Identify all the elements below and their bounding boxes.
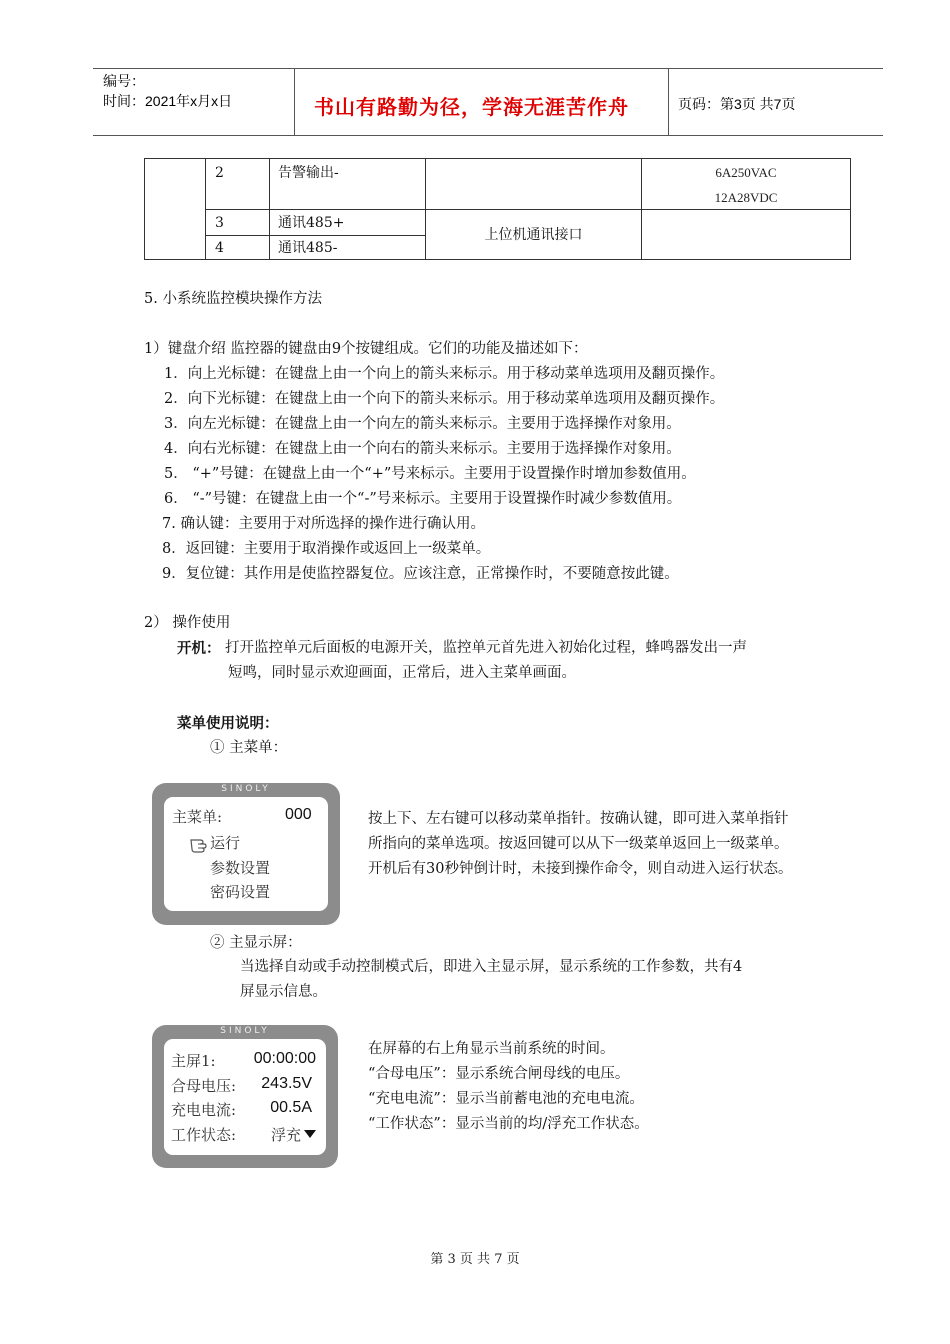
main-display-description: 在屏幕的右上角显示当前系统的时间。 (368, 1041, 615, 1057)
lcd-row-value: 243.5V (261, 1075, 312, 1092)
main-display-description: “工作状态”：显示当前的均/浮充工作状态。 (368, 1116, 649, 1132)
header-page-number: 页码：第3页 共7页 (678, 96, 796, 112)
table-cell-name: 通讯485+ (278, 215, 345, 231)
header-divider (668, 68, 669, 136)
table-cell-merged-desc: 上位机通讯接口 (484, 227, 583, 243)
table-cell-spec: 12A28VDC (714, 190, 778, 205)
power-on-label: 开机： (177, 640, 221, 657)
main-menu-heading: ① 主菜单： (210, 740, 288, 756)
main-menu-description: 开机后有30秒钟倒计时，未接到操作命令，则自动进入运行状态。 (368, 861, 793, 877)
page-footer: 第 3 页 共 7 页 (430, 1252, 520, 1267)
header-motto: 书山有路勤为径，学海无涯苦作舟 (314, 95, 629, 119)
down-triangle-icon (304, 1130, 316, 1138)
lcd-menu-item: 参数设置 (210, 859, 271, 877)
lcd-main-display (152, 1025, 338, 1168)
lcd-menu-item: 密码设置 (210, 883, 271, 901)
menu-usage-heading: 菜单使用说明： (177, 715, 279, 732)
lcd-main-menu (152, 783, 340, 925)
lcd-menu-code: 000 (285, 806, 312, 823)
keyboard-intro: 1）键盘介绍 监控器的键盘由9个按键组成。它们的功能及描述如下： (144, 341, 588, 357)
list-item: 7. 确认键：主要用于对所选择的操作进行确认用。 (162, 516, 485, 532)
header-divider (294, 68, 295, 136)
lcd-row-value: 浮充 (270, 1126, 301, 1144)
list-item: 8．返回键：主要用于取消操作或返回上一级菜单。 (162, 541, 491, 557)
terminal-table (144, 158, 851, 260)
lcd-screen (164, 1039, 326, 1155)
list-item: 9．复位键：其作用是使监控器复位。应该注意，正常操作时，不要随意按此键。 (162, 566, 679, 582)
main-display-description: “合母电压”：显示系统合闸母线的电压。 (368, 1066, 630, 1082)
power-on-text: 打开监控单元后面板的电源开关，监控单元首先进入初始化过程，蜂鸣器发出一声 (225, 640, 747, 656)
lcd-row-value: 00:00:00 (253, 1050, 316, 1067)
document-time: 时间：2021年x月x日 (103, 93, 233, 109)
header-top-rule (93, 68, 883, 69)
table-cell-num: 2 (215, 165, 224, 181)
lcd-row-label: 充电电流: (171, 1101, 237, 1119)
main-display-description: “充电电流”：显示当前蓄电池的充电电流。 (368, 1091, 644, 1107)
lcd-row-value: 00.5A (270, 1099, 312, 1116)
brand-logo: SINOLY (220, 1026, 270, 1036)
list-item: 6． “-”号键：在键盘上由一个“-”号来标示。主要用于设置操作时减少参数值用。 (164, 491, 682, 507)
section-heading: 5. 小系统监控模块操作方法 (144, 291, 322, 307)
table-cell-spec: 6A250VAC (715, 165, 777, 180)
document-number-label: 编号： (103, 73, 145, 89)
power-on-text: 短鸣，同时显示欢迎画面，正常后，进入主菜单画面。 (228, 665, 576, 681)
table-cell-name: 告警输出- (278, 165, 339, 181)
lcd-menu-title: 主菜单: (172, 808, 223, 826)
pointing-hand-icon (189, 832, 211, 854)
main-menu-description: 所指向的菜单选项。按返回键可以从下一级菜单返回上一级菜单。 (368, 836, 789, 852)
lcd-screen (164, 797, 328, 911)
list-item: 4．向右光标键：在键盘上由一个向右的箭头来标示。主要用于选择操作对象用。 (164, 441, 681, 457)
lcd-menu-item: 运行 (210, 834, 241, 852)
table-cell-num: 4 (215, 240, 224, 256)
list-item: 5． “+”号键：在键盘上由一个“+”号来标示。主要用于设置操作时增加参数值用。 (164, 466, 696, 482)
lcd-row-label: 主屏1: (171, 1052, 216, 1070)
list-item: 2．向下光标键：在键盘上由一个向下的箭头来标示。用于移动菜单选项用及翻页操作。 (164, 391, 725, 407)
main-display-text: 屏显示信息。 (240, 984, 327, 1000)
main-display-heading: ② 主显示屏： (210, 935, 302, 951)
lcd-row-label: 合母电压: (171, 1077, 237, 1095)
list-item: 1．向上光标键：在键盘上由一个向上的箭头来标示。用于移动菜单选项用及翻页操作。 (164, 366, 725, 382)
table-cell-num: 3 (215, 215, 224, 231)
main-menu-description: 按上下、左右键可以移动菜单指针。按确认键，即可进入菜单指针 (368, 811, 789, 827)
operation-heading: 2） 操作使用 (144, 615, 231, 631)
table-cell-name: 通讯485- (278, 240, 338, 256)
lcd-status-value (271, 1124, 316, 1145)
main-display-text: 当选择自动或手动控制模式后，即进入主显示屏，显示系统的工作参数，共有4 (240, 959, 743, 975)
brand-logo: SINOLY (221, 784, 271, 794)
lcd-row-label: 工作状态: (171, 1126, 237, 1144)
list-item: 3．向左光标键：在键盘上由一个向左的箭头来标示。主要用于选择操作对象用。 (164, 416, 681, 432)
header-bottom-rule (93, 135, 883, 136)
